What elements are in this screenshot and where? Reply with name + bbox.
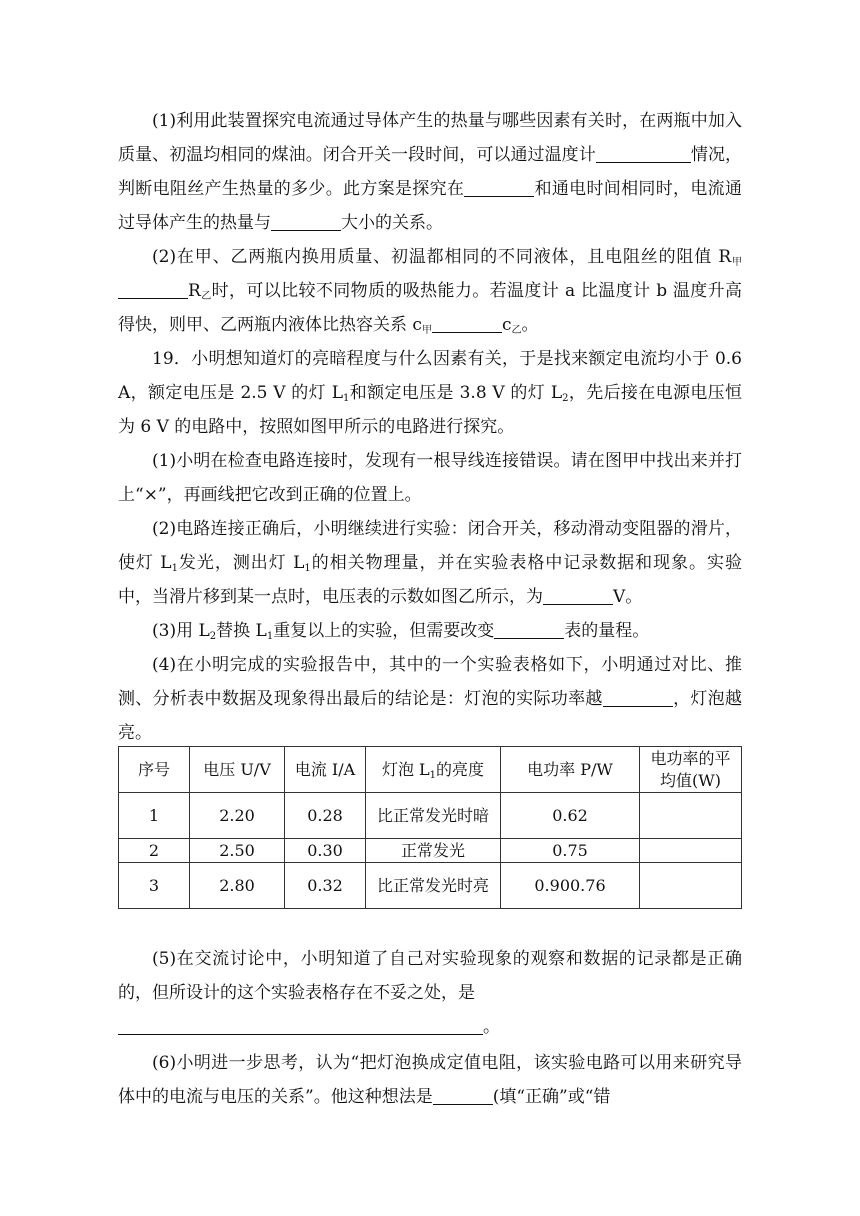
subscript: 1: [429, 769, 437, 781]
table-cell: 0.900.76: [501, 863, 640, 909]
subscript: 1: [171, 563, 178, 574]
table-row: [119, 863, 742, 909]
table-cell: 0.62: [501, 793, 640, 839]
table-cell: 0.28: [285, 793, 366, 839]
text: 灯泡 L: [381, 759, 430, 779]
subscript: 甲: [731, 257, 742, 268]
text: 情况，判断电阻丝产生热量的多少。此方案是探究在: [118, 145, 743, 199]
table-cell: 0.32: [285, 863, 366, 909]
subscript: 2: [562, 393, 569, 404]
table-header-row: [119, 747, 742, 793]
q18-part2: [118, 240, 742, 342]
answer-blank[interactable]: [432, 315, 502, 333]
table-row: [119, 839, 742, 863]
text: V。: [613, 587, 643, 607]
text: 表的量程。: [564, 621, 650, 641]
answer-blank[interactable]: [596, 145, 691, 163]
table-row: [119, 793, 742, 839]
table-cell: 2.20: [190, 793, 285, 839]
header-current: 电流 I/A: [285, 747, 366, 793]
q19-part2: [118, 512, 742, 614]
text: 的相关物理量，并在实验表格中记录数据和现象。实验中，当滑片移到某一点时，电压表的示数如图乙所示，为: [118, 553, 742, 607]
q19-part1: [118, 444, 742, 512]
text: (1)小明在检查电路连接时，发现有一根导线连接错误。请在图甲中找出来并打上“×”，再画线把它改到正确的位置上。: [118, 451, 742, 505]
header-voltage: 电压 U/V: [190, 747, 285, 793]
text: (4)在小明完成的实验报告中，其中的一个实验表格如下，小明通过对比、推测、分析表中数据及现象得出最后的结论是：灯泡的实际功率越: [118, 655, 742, 709]
table-cell: 2.80: [190, 863, 285, 909]
text: 替换 L: [216, 621, 267, 641]
answer-blank[interactable]: [603, 689, 673, 707]
subscript: 乙: [200, 291, 212, 302]
table-cell: 0.75: [501, 839, 640, 863]
text: 和通电时间相同时，电流通过导体产生的热量与: [118, 179, 742, 233]
text: c: [501, 315, 512, 335]
text: ，先后接在电源电压恒为 6 V 的电路中，按照如图甲所示的电路进行探究。: [118, 383, 743, 437]
answer-blank[interactable]: [433, 1087, 493, 1105]
q19-part6: [118, 1046, 742, 1114]
subscript: 1: [304, 563, 311, 574]
table-cell[interactable]: [640, 839, 742, 863]
answer-blank[interactable]: [271, 213, 341, 231]
text: 和额定电压是 3.8 V 的灯 L: [349, 383, 563, 403]
table-cell: 2.50: [190, 839, 285, 863]
q19-part4: [118, 648, 742, 750]
answer-blank[interactable]: [464, 179, 534, 197]
subscript: 2: [209, 631, 217, 642]
table-cell: 正常发光: [366, 839, 501, 863]
subscript: 乙: [511, 325, 522, 336]
q19-part3: [118, 614, 742, 648]
table-cell: 比正常发光时亮: [366, 863, 501, 909]
text: (3)用 L: [152, 621, 210, 641]
header-brightness: [366, 747, 501, 793]
subscript: 1: [343, 393, 350, 404]
text: 大小的关系。: [341, 213, 443, 233]
text: 19．小明想知道灯的亮暗程度与什么因素有关，于是找来额定电流均小于 0.6 A，额定电压是 2.5 V 的灯 L: [118, 349, 742, 403]
answer-blank[interactable]: [118, 1017, 483, 1035]
text: 重复以上的实验，但需要改变: [273, 621, 495, 641]
q18-part1: [118, 104, 742, 240]
text: 的亮度: [436, 759, 485, 779]
text: 。: [483, 1017, 500, 1037]
q19-part5: [118, 942, 742, 1044]
text: (1)利用此装置探究电流通过导体产生的热量与哪些因素有关时，在两瓶中加入质量、初温均相同的煤油。闭合开关一段时间，可以通过温度计: [118, 111, 742, 165]
table-cell: 比正常发光时暗: [366, 793, 501, 839]
table-cell: 1: [119, 793, 190, 839]
text: 发光，测出灯 L: [177, 553, 305, 573]
table-cell: 2: [119, 839, 190, 863]
text: 。: [521, 315, 539, 335]
header-power: 电功率 P/W: [501, 747, 640, 793]
subscript: 甲: [421, 325, 432, 336]
subscript: 1: [266, 631, 274, 642]
text: (2)电路连接正确后，小明继续进行实验：闭合开关，移动滑动变阻器的滑片，使灯 L: [118, 519, 742, 573]
table-cell: 0.30: [285, 839, 366, 863]
text: (填“正确”或“错: [492, 1087, 611, 1107]
table-cell[interactable]: [640, 793, 742, 839]
header-average-power: 电功率的平均值(W): [640, 747, 742, 793]
text: (5)在交流讨论中，小明知道了自己对实验现象的观察和数据的记录都是正确的，但所设计的这个实验表格存在不妥之处，是: [118, 949, 742, 1003]
experiment-table: [118, 746, 742, 909]
text: R: [188, 281, 201, 301]
answer-blank[interactable]: [494, 621, 564, 639]
table-cell[interactable]: [640, 863, 742, 909]
header-index: 序号: [119, 747, 190, 793]
table-cell: 3: [119, 863, 190, 909]
answer-blank[interactable]: [118, 281, 188, 299]
q19-intro: [118, 342, 742, 444]
text: (6)小明进一步思考，认为“把灯泡换成定值电阻，该实验电路可以用来研究导体中的电流与电压的关系”。他这种想法是: [118, 1053, 742, 1107]
text: 时，可以比较不同物质的吸热能力。若温度计 a 比温度计 b 温度升高得快，则甲、乙两瓶内液体比热容关系 c: [118, 281, 742, 335]
text: ，灯泡越亮。: [118, 689, 742, 743]
text: (2)在甲、乙两瓶内换用质量、初温都相同的不同液体，且电阻丝的阻值 R: [152, 247, 732, 267]
answer-blank[interactable]: [543, 587, 613, 605]
